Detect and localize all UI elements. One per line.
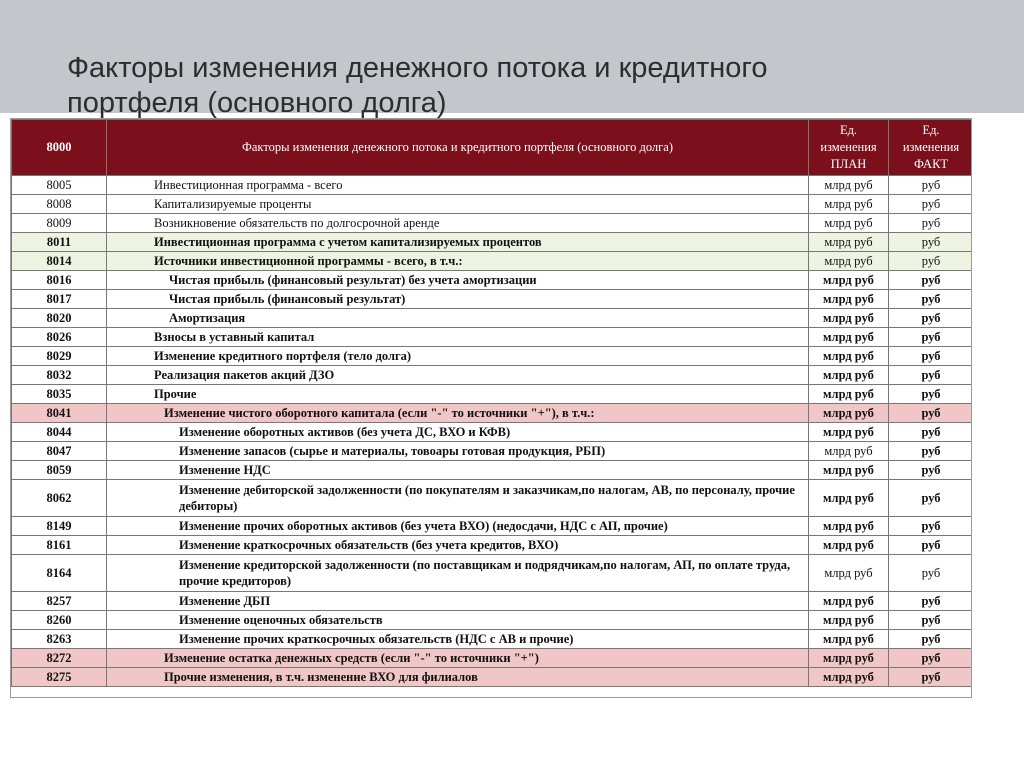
row-unit-fact: руб — [889, 480, 973, 517]
row-unit-plan: млрд руб — [809, 233, 889, 252]
row-unit-plan: млрд руб — [809, 461, 889, 480]
row-code: 8149 — [12, 517, 107, 536]
row-name: Чистая прибыль (финансовый результат) — [107, 290, 809, 309]
row-code: 8005 — [12, 176, 107, 195]
slide-title-line-2: портфеля (основного долга) — [67, 87, 447, 119]
row-unit-fact: руб — [889, 592, 973, 611]
row-name: Изменение чистого оборотного капитала (если "-" то источники "+"), в т.ч.: — [107, 404, 809, 423]
row-unit-fact: руб — [889, 271, 973, 290]
row-unit-plan: млрд руб — [809, 555, 889, 592]
table-row — [12, 423, 973, 442]
row-name: Изменение ДБП — [107, 592, 809, 611]
row-unit-plan: млрд руб — [809, 328, 889, 347]
row-unit-fact: руб — [889, 668, 973, 687]
row-unit-fact: руб — [889, 611, 973, 630]
row-name: Изменение запасов (сырье и материалы, товоары готовая продукция, РБП) — [107, 442, 809, 461]
header-code: 8000 — [12, 120, 107, 176]
row-unit-plan: млрд руб — [809, 611, 889, 630]
row-name: Капитализируемые проценты — [107, 195, 809, 214]
header-unit-plan: Ед. изменения ПЛАН — [809, 120, 889, 176]
row-name: Прочие изменения, в т.ч. изменение ВХО для филиалов — [107, 668, 809, 687]
row-code: 8257 — [12, 592, 107, 611]
row-unit-fact: руб — [889, 309, 973, 328]
row-unit-fact: руб — [889, 176, 973, 195]
row-unit-plan: млрд руб — [809, 366, 889, 385]
row-unit-fact: руб — [889, 214, 973, 233]
row-code: 8016 — [12, 271, 107, 290]
row-code: 8035 — [12, 385, 107, 404]
row-code: 8260 — [12, 611, 107, 630]
row-unit-fact: руб — [889, 461, 973, 480]
row-name: Изменение оборотных активов (без учета ДС, ВХО и КФВ) — [107, 423, 809, 442]
row-name: Изменение кредитного портфеля (тело долга) — [107, 347, 809, 366]
slide-title-line-1: Факторы изменения денежного потока и кредитного — [67, 52, 768, 84]
row-unit-plan: млрд руб — [809, 668, 889, 687]
row-name: Амортизация — [107, 309, 809, 328]
row-code: 8059 — [12, 461, 107, 480]
row-code: 8026 — [12, 328, 107, 347]
row-unit-plan: млрд руб — [809, 423, 889, 442]
row-code: 8161 — [12, 536, 107, 555]
row-unit-fact: руб — [889, 649, 973, 668]
row-unit-fact: руб — [889, 517, 973, 536]
row-unit-fact: руб — [889, 423, 973, 442]
row-name: Взносы в уставный капитал — [107, 328, 809, 347]
row-name: Изменение НДС — [107, 461, 809, 480]
table-row — [12, 611, 973, 630]
row-unit-plan: млрд руб — [809, 290, 889, 309]
row-unit-plan: млрд руб — [809, 592, 889, 611]
row-name: Изменение остатка денежных средств (если "-" то источники "+") — [107, 649, 809, 668]
row-unit-plan: млрд руб — [809, 214, 889, 233]
table-row — [12, 347, 973, 366]
row-name: Изменение краткосрочных обязательств (без учета кредитов, ВХО) — [107, 536, 809, 555]
row-code: 8032 — [12, 366, 107, 385]
table-row — [12, 195, 973, 214]
row-code: 8009 — [12, 214, 107, 233]
table-row — [12, 555, 973, 592]
table-row — [12, 176, 973, 195]
row-code: 8041 — [12, 404, 107, 423]
table-header-row — [12, 120, 973, 176]
row-name: Прочие — [107, 385, 809, 404]
table-row — [12, 630, 973, 649]
table-row — [12, 309, 973, 328]
row-unit-plan: млрд руб — [809, 517, 889, 536]
row-code: 8029 — [12, 347, 107, 366]
row-name: Изменение кредиторской задолженности (по поставщикам и подрядчикам,по налогам, АП, по оплате труда, прочие кредиторов) — [107, 555, 809, 592]
row-name: Инвестиционная программа - всего — [107, 176, 809, 195]
row-unit-plan: млрд руб — [809, 630, 889, 649]
row-code: 8047 — [12, 442, 107, 461]
row-unit-plan: млрд руб — [809, 649, 889, 668]
slide-title — [67, 51, 947, 121]
row-name: Источники инвестиционной программы - всего, в т.ч.: — [107, 252, 809, 271]
row-name: Возникновение обязательств по долгосрочной аренде — [107, 214, 809, 233]
table-row — [12, 404, 973, 423]
table-row — [12, 461, 973, 480]
row-code: 8272 — [12, 649, 107, 668]
row-name: Изменение прочих оборотных активов (без учета ВХО) (недосдачи, НДС с АП, прочие) — [107, 517, 809, 536]
row-unit-plan: млрд руб — [809, 195, 889, 214]
factors-table — [11, 119, 972, 687]
row-unit-fact: руб — [889, 536, 973, 555]
row-unit-fact: руб — [889, 290, 973, 309]
row-unit-plan: млрд руб — [809, 536, 889, 555]
row-unit-fact: руб — [889, 328, 973, 347]
row-unit-plan: млрд руб — [809, 385, 889, 404]
row-unit-plan: млрд руб — [809, 347, 889, 366]
header-name: Факторы изменения денежного потока и кредитного портфеля (основного долга) — [107, 120, 809, 176]
row-unit-fact: руб — [889, 233, 973, 252]
row-code: 8263 — [12, 630, 107, 649]
table-row — [12, 366, 973, 385]
table-row — [12, 290, 973, 309]
table-row — [12, 649, 973, 668]
table-row — [12, 214, 973, 233]
row-code: 8008 — [12, 195, 107, 214]
header-unit-fact: Ед. изменения ФАКТ — [889, 120, 973, 176]
row-unit-plan: млрд руб — [809, 309, 889, 328]
row-code: 8275 — [12, 668, 107, 687]
row-code: 8017 — [12, 290, 107, 309]
table-row — [12, 517, 973, 536]
row-code: 8020 — [12, 309, 107, 328]
row-unit-fact: руб — [889, 385, 973, 404]
row-unit-fact: руб — [889, 195, 973, 214]
row-code: 8014 — [12, 252, 107, 271]
row-unit-fact: руб — [889, 442, 973, 461]
table-row — [12, 668, 973, 687]
table-row — [12, 536, 973, 555]
table-row — [12, 592, 973, 611]
row-unit-fact: руб — [889, 555, 973, 592]
row-name: Изменение дебиторской задолженности (по покупателям и заказчикам,по налогам, АВ, по персоналу, прочие дебиторы) — [107, 480, 809, 517]
row-name: Изменение оценочных обязательств — [107, 611, 809, 630]
row-unit-fact: руб — [889, 404, 973, 423]
row-unit-fact: руб — [889, 252, 973, 271]
table-row — [12, 328, 973, 347]
row-unit-plan: млрд руб — [809, 252, 889, 271]
row-unit-plan: млрд руб — [809, 271, 889, 290]
row-name: Инвестиционная программа с учетом капитализируемых процентов — [107, 233, 809, 252]
table-row — [12, 480, 973, 517]
table-row — [12, 271, 973, 290]
row-unit-fact: руб — [889, 366, 973, 385]
row-unit-fact: руб — [889, 347, 973, 366]
row-code: 8011 — [12, 233, 107, 252]
row-unit-plan: млрд руб — [809, 176, 889, 195]
row-code: 8164 — [12, 555, 107, 592]
row-unit-plan: млрд руб — [809, 404, 889, 423]
row-unit-plan: млрд руб — [809, 480, 889, 517]
table-row — [12, 233, 973, 252]
factors-table-container — [10, 118, 972, 698]
row-name: Изменение прочих краткосрочных обязательств (НДС с АВ и прочие) — [107, 630, 809, 649]
table-row — [12, 385, 973, 404]
row-code: 8062 — [12, 480, 107, 517]
row-code: 8044 — [12, 423, 107, 442]
row-unit-fact: руб — [889, 630, 973, 649]
row-unit-plan: млрд руб — [809, 442, 889, 461]
table-row — [12, 442, 973, 461]
table-row — [12, 252, 973, 271]
row-name: Реализация пакетов акций ДЗО — [107, 366, 809, 385]
row-name: Чистая прибыль (финансовый результат) без учета амортизации — [107, 271, 809, 290]
